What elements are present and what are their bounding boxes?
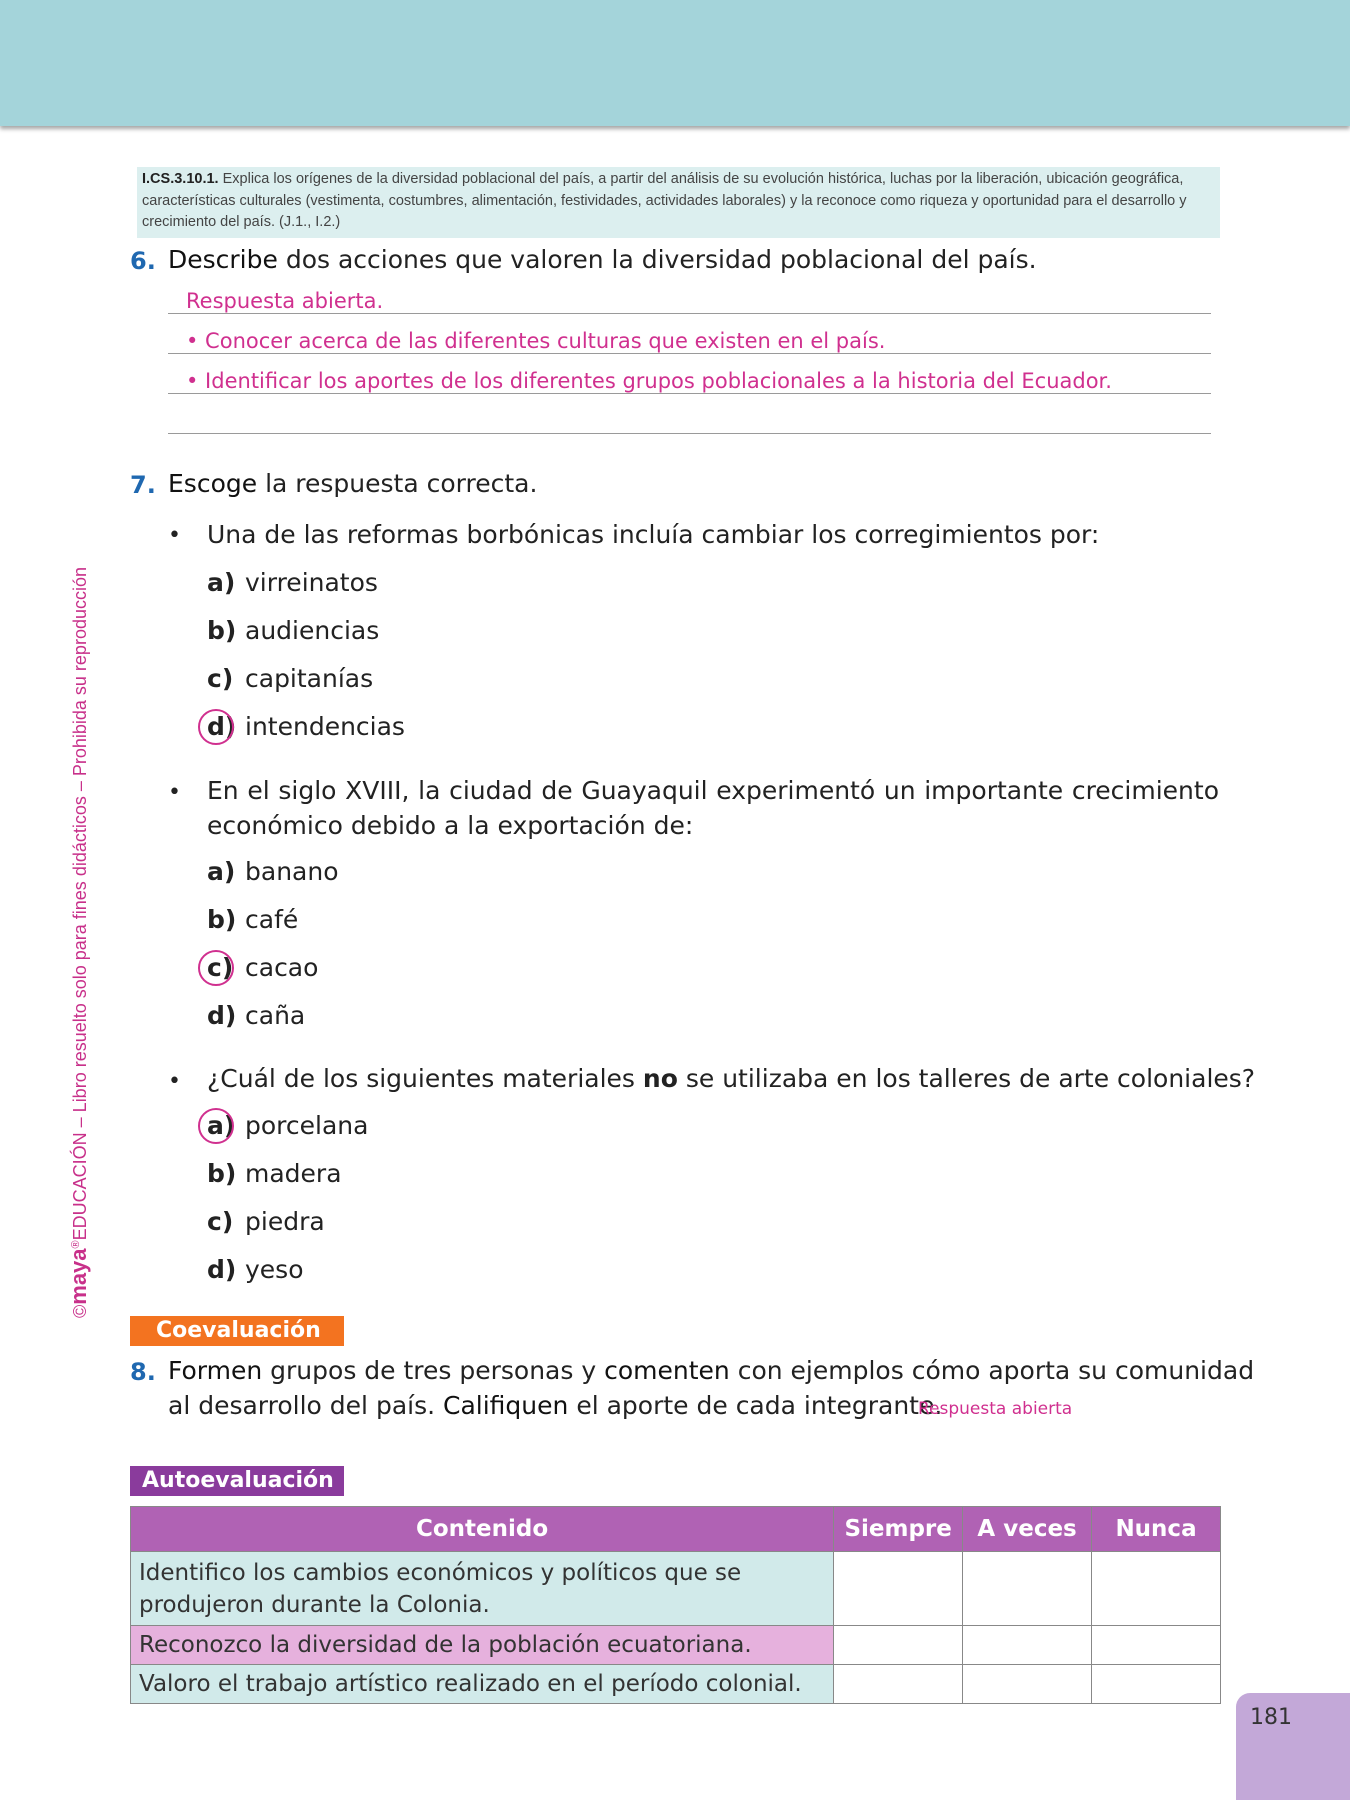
table-row: [131, 1665, 1221, 1704]
option-letter: d): [207, 712, 237, 741]
question-6-verb: Describe: [168, 245, 278, 274]
option-2b: [207, 905, 298, 934]
verb-formen: Formen: [168, 1356, 263, 1385]
option-3b: [207, 1159, 342, 1188]
option-1d: [207, 712, 405, 741]
answer-line-2: • Conocer acerca de las diferentes culturas que existen en el país.: [186, 329, 886, 353]
self-evaluation-table: [130, 1506, 1221, 1704]
answer-circle: [198, 950, 234, 986]
check-cell-siempre[interactable]: [834, 1665, 963, 1704]
question-6-rest: dos acciones que valoren la diversidad poblacional del país.: [285, 245, 1037, 274]
table-header-row: [131, 1507, 1221, 1552]
option-3a: [207, 1111, 368, 1140]
option-2d: [207, 1001, 305, 1030]
option-letter: c): [207, 1207, 234, 1236]
check-cell-nunca[interactable]: [1092, 1626, 1221, 1665]
answer-rule: [168, 393, 1211, 394]
question-7-text: [168, 469, 537, 498]
answer-rule: [168, 313, 1211, 314]
option-letter: b): [207, 905, 237, 934]
option-letter-selected: [207, 712, 245, 741]
answer-rule: [168, 433, 1211, 434]
option-1a: [207, 568, 378, 597]
option-3c: [207, 1207, 325, 1236]
option-text: porcelana: [245, 1111, 369, 1140]
registered-mark: ®: [70, 1240, 82, 1249]
option-text: caña: [245, 1001, 306, 1030]
item-3-stem-emphasis: no: [642, 1064, 678, 1093]
indicator-text: Explica los orígenes de la diversidad poblacional del país, a partir del análisis de su evolución histórica, luchas por la liberación, ubicación geográfica, características culturales (vestimenta, costumbres, alimentación, festividades, actividades laborales) y la reconoce como riqueza y oportunidad para el desarrollo y crecimiento del país. (J.1., I.2.): [142, 171, 1187, 230]
copyright-sidebar: [66, 468, 92, 1318]
check-cell-siempre[interactable]: [834, 1626, 963, 1665]
header-a-veces: A veces: [963, 1507, 1092, 1552]
question-7-verb: Escoge: [168, 469, 258, 498]
evaluation-indicator: [137, 167, 1220, 238]
option-letter: a): [207, 568, 236, 597]
option-letter: d): [207, 1001, 237, 1030]
question-8-line-1: [168, 1356, 1254, 1385]
copyright-symbol: ©: [70, 1304, 90, 1318]
question-7-number: 7.: [130, 471, 156, 499]
option-letter: a): [207, 857, 236, 886]
copyright-text: EDUCACIÓN – Libro resuelto solo para fines didácticos – Prohibida su reproducción: [70, 567, 90, 1241]
row-content: Reconozco la diversidad de la población ecuatoriana.: [131, 1626, 834, 1665]
option-2a: [207, 857, 339, 886]
autoevaluacion-tag: Autoevaluación: [130, 1466, 344, 1496]
row-content: Valoro el trabajo artístico realizado en el período colonial.: [131, 1665, 834, 1704]
bullet: •: [168, 523, 181, 548]
bullet: •: [168, 1069, 181, 1094]
top-header-band: [0, 0, 1350, 126]
answer-line-3: • Identificar los aportes de los diferentes grupos poblacionales a la historia del Ecuador.: [186, 369, 1112, 393]
answer-circle: [198, 1108, 234, 1144]
verb-califiquen: Califiquen: [443, 1391, 569, 1420]
item-2-stem: En el siglo XVIII, la ciudad de Guayaquil experimentó un importante crecimiento económico debido a la exportación de:: [207, 776, 1219, 840]
question-8-text: al desarrollo del país.: [168, 1391, 436, 1420]
item-1-stem: Una de las reformas borbónicas incluía cambiar los corregimientos por:: [207, 520, 1100, 549]
option-1c: [207, 664, 373, 693]
option-3d: [207, 1255, 304, 1284]
item-3-stem: [207, 1064, 1255, 1093]
option-2c: [207, 953, 318, 982]
option-letter: d): [207, 1255, 237, 1284]
answer-circle: [198, 709, 237, 745]
item-3-stem-post: se utilizaba en los talleres de arte coloniales?: [685, 1064, 1256, 1093]
option-text: intendencias: [245, 712, 405, 741]
table-row: [131, 1552, 1221, 1626]
answer-line-1: Respuesta abierta.: [186, 289, 384, 313]
option-text: madera: [245, 1159, 342, 1188]
check-cell-a-veces[interactable]: [963, 1665, 1092, 1704]
question-8-number: 8.: [130, 1358, 156, 1386]
check-cell-siempre[interactable]: [834, 1552, 963, 1626]
option-letter-selected: [207, 1111, 245, 1140]
question-6-text: [168, 245, 1037, 274]
option-text: café: [245, 905, 299, 934]
option-text: capitanías: [245, 664, 374, 693]
check-cell-a-veces[interactable]: [963, 1626, 1092, 1665]
page-number: 181: [1250, 1705, 1292, 1730]
bullet: •: [168, 780, 181, 805]
brand-logo: maya: [66, 1248, 91, 1305]
question-8-text: grupos de tres personas y: [270, 1356, 597, 1385]
header-contenido: Contenido: [131, 1507, 834, 1552]
question-7-rest: la respuesta correcta.: [265, 469, 538, 498]
check-cell-nunca[interactable]: [1092, 1552, 1221, 1626]
header-nunca: Nunca: [1092, 1507, 1221, 1552]
row-content: Identifico los cambios económicos y políticos que se produjeron durante la Colonia.: [131, 1552, 834, 1626]
option-text: virreinatos: [245, 568, 378, 597]
option-letter: c): [207, 953, 234, 982]
table-row: [131, 1626, 1221, 1665]
option-letter: a): [207, 1111, 236, 1140]
question-8-text: con ejemplos cómo aporta su comunidad: [737, 1356, 1255, 1385]
option-text: piedra: [245, 1207, 325, 1236]
question-8-text: el aporte de cada integrante.: [576, 1391, 943, 1420]
indicator-code: I.CS.3.10.1.: [142, 171, 219, 187]
header-siempre: Siempre: [834, 1507, 963, 1552]
item-3-stem-pre: ¿Cuál de los siguientes materiales: [207, 1064, 635, 1093]
option-text: cacao: [245, 953, 319, 982]
question-6-number: 6.: [130, 247, 156, 275]
coevaluacion-tag: Coevaluación: [130, 1316, 344, 1346]
option-text: banano: [245, 857, 339, 886]
check-cell-nunca[interactable]: [1092, 1665, 1221, 1704]
question-8-line-2: [168, 1391, 942, 1420]
check-cell-a-veces[interactable]: [963, 1552, 1092, 1626]
verb-comenten: comenten: [604, 1356, 730, 1385]
option-text: audiencias: [245, 616, 380, 645]
option-1b: [207, 616, 379, 645]
option-text: yeso: [245, 1255, 304, 1284]
option-letter: c): [207, 664, 234, 693]
option-letter-selected: [207, 953, 245, 982]
answer-rule: [168, 353, 1211, 354]
question-8-answer: Respuesta abierta: [918, 1399, 1073, 1419]
option-letter: b): [207, 1159, 237, 1188]
option-letter: b): [207, 616, 237, 645]
